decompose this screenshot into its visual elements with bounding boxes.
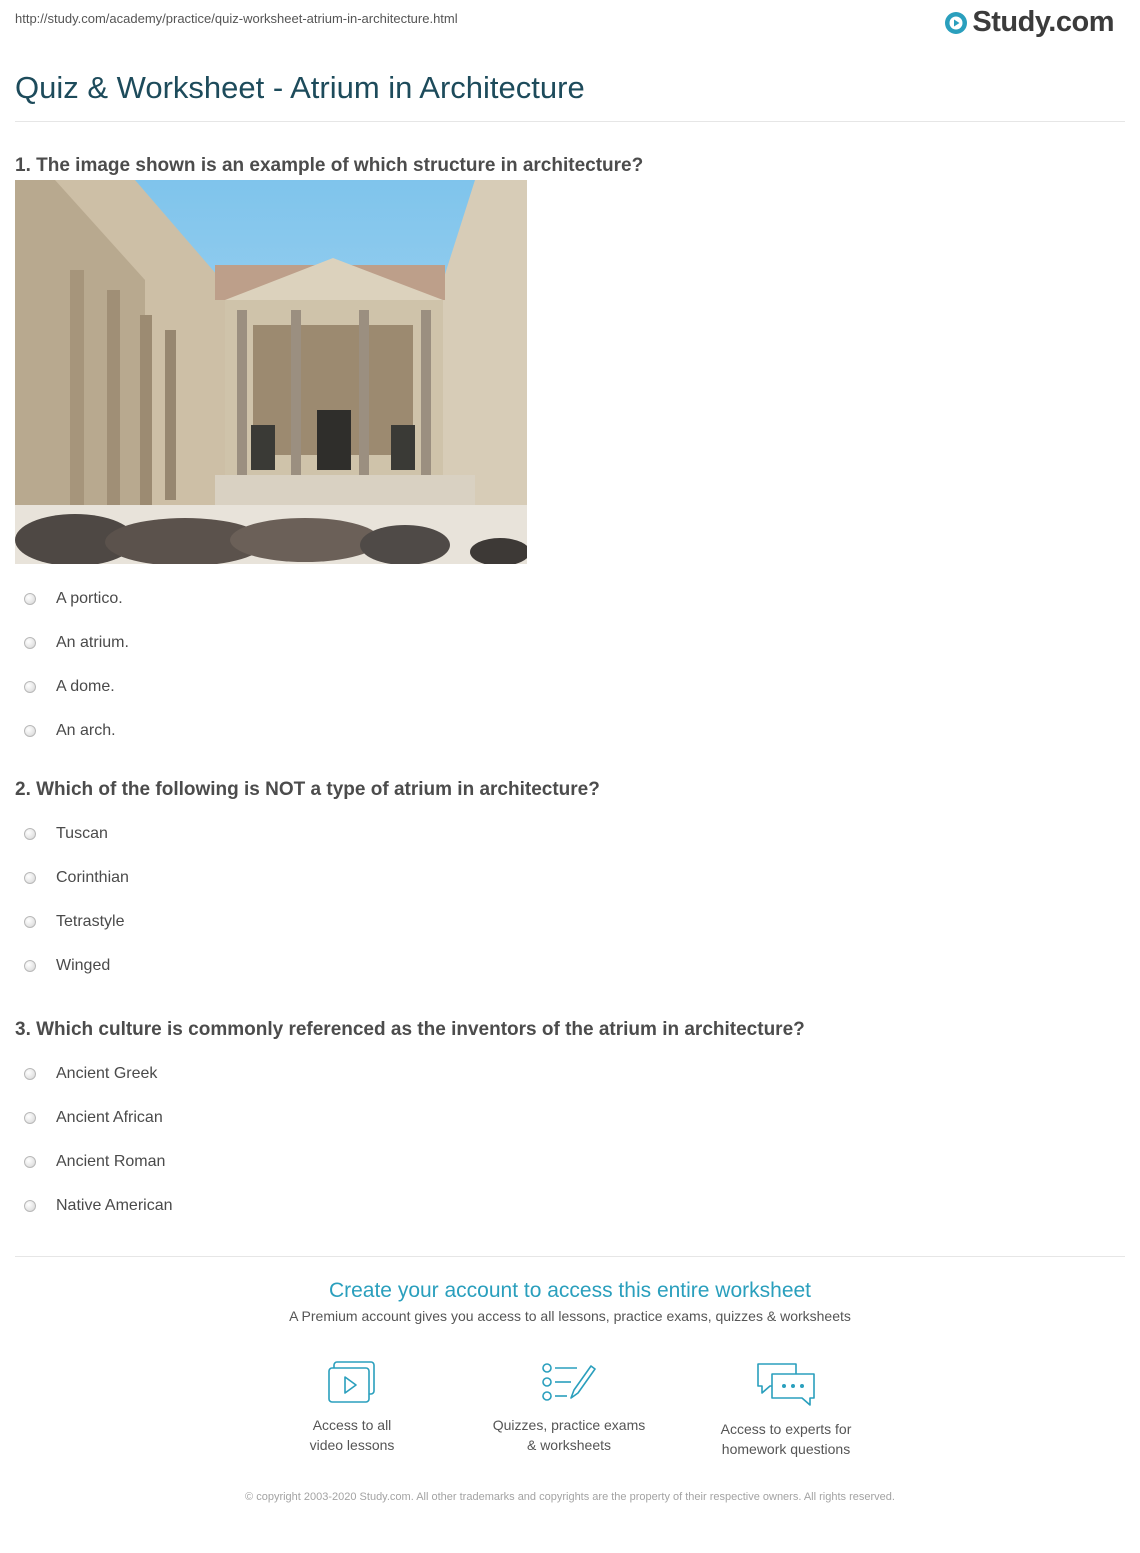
- option-label: A portico.: [56, 590, 123, 607]
- play-circle-icon: [944, 11, 968, 35]
- radio-button[interactable]: [24, 1068, 36, 1080]
- answer-options: [15, 1052, 1125, 1228]
- copyright-notice: © copyright 2003-2020 Study.com. All other trademarks and copyrights are the property of their respective owners. All rights reserved.: [245, 1491, 895, 1503]
- option-label: Ancient African: [56, 1109, 163, 1126]
- video-lessons-icon: [326, 1360, 378, 1406]
- question-2: [15, 779, 1125, 988]
- title-divider: [15, 121, 1125, 122]
- quiz-checklist-icon: [541, 1360, 597, 1406]
- answer-option[interactable]: [15, 577, 1125, 621]
- chat-bubbles-icon: [754, 1360, 818, 1410]
- radio-button[interactable]: [24, 872, 36, 884]
- answer-options: [15, 812, 1125, 988]
- brand-logo[interactable]: [944, 6, 1114, 39]
- answer-options: [15, 577, 1125, 753]
- answer-option[interactable]: [15, 856, 1125, 900]
- cta-subtitle: A Premium account gives you access to all lessons, practice exams, quizzes & worksheets: [289, 1308, 851, 1324]
- feature-line: Quizzes, practice exams: [492, 1417, 646, 1433]
- radio-button[interactable]: [24, 593, 36, 605]
- answer-option[interactable]: [15, 1140, 1125, 1184]
- feature-line: Access to experts for: [720, 1421, 852, 1437]
- feature-experts: [686, 1360, 886, 1459]
- feature-quizzes: [469, 1360, 669, 1455]
- option-label: Tuscan: [56, 825, 108, 842]
- option-label: Native American: [56, 1197, 173, 1214]
- answer-option[interactable]: [15, 709, 1125, 753]
- answer-option[interactable]: [15, 900, 1125, 944]
- question-text: 3. Which culture is commonly referenced as the inventors of the atrium in architecture?: [15, 1019, 805, 1040]
- option-label: An atrium.: [56, 634, 129, 651]
- option-label: Ancient Greek: [56, 1065, 158, 1082]
- feature-line: & worksheets: [526, 1437, 612, 1453]
- signup-cta: [0, 1279, 1140, 1324]
- radio-button[interactable]: [24, 1156, 36, 1168]
- radio-button[interactable]: [24, 1200, 36, 1212]
- radio-button[interactable]: [24, 725, 36, 737]
- question-text: 1. The image shown is an example of which structure in architecture?: [15, 155, 644, 176]
- radio-button[interactable]: [24, 681, 36, 693]
- question-1: [15, 155, 1125, 753]
- footer-divider: [15, 1256, 1125, 1257]
- feature-line: homework questions: [721, 1441, 851, 1457]
- page-url: http://study.com/academy/practice/quiz-worksheet-atrium-in-architecture.html: [15, 11, 458, 26]
- radio-button[interactable]: [24, 1112, 36, 1124]
- cta-title-link[interactable]: Create your account to access this entire worksheet: [328, 1279, 812, 1302]
- option-label: Tetrastyle: [56, 913, 125, 930]
- question-text: 2. Which of the following is NOT a type of atrium in architecture?: [15, 779, 600, 800]
- answer-option[interactable]: [15, 665, 1125, 709]
- feature-video-lessons: [252, 1360, 452, 1455]
- option-label: An arch.: [56, 722, 116, 739]
- answer-option[interactable]: [15, 944, 1125, 988]
- radio-button[interactable]: [24, 960, 36, 972]
- feature-line: Access to all: [312, 1417, 392, 1433]
- radio-button[interactable]: [24, 916, 36, 928]
- radio-button[interactable]: [24, 637, 36, 649]
- brand-name: Study.com: [972, 6, 1114, 38]
- option-label: Corinthian: [56, 869, 129, 886]
- atrium-photo: [15, 180, 527, 564]
- page-title: Quiz & Worksheet - Atrium in Architecture: [15, 70, 585, 105]
- answer-option[interactable]: [15, 1184, 1125, 1228]
- feature-line: video lessons: [309, 1437, 395, 1453]
- question-3: [15, 1019, 1125, 1228]
- answer-option[interactable]: [15, 621, 1125, 665]
- answer-option[interactable]: [15, 812, 1125, 856]
- answer-option[interactable]: [15, 1096, 1125, 1140]
- answer-option[interactable]: [15, 1052, 1125, 1096]
- option-label: A dome.: [56, 678, 115, 695]
- radio-button[interactable]: [24, 828, 36, 840]
- option-label: Winged: [56, 957, 111, 974]
- option-label: Ancient Roman: [56, 1153, 166, 1170]
